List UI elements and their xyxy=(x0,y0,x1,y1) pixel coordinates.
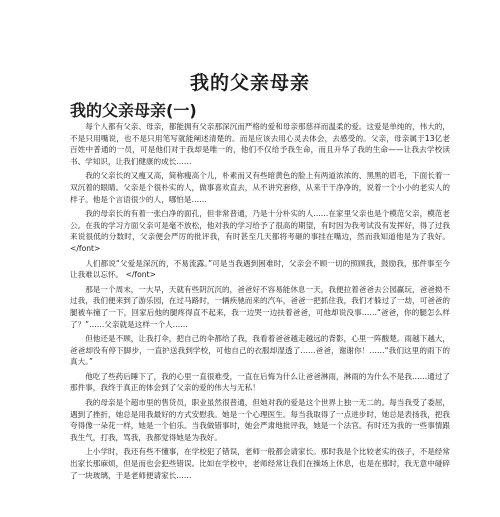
paragraph-3: 我的母亲长的有着一张白净的面孔，但非常普通，乃是十分朴实的人……在家里父亲也是个模范父亲，模范老公。在我的学习方面父亲可是毫不放松，他对我的学习给予了很高的期望，有时因为我考试没有发挥好，得了过我来说很低的分数时，父亲便会严厉的批评我，有时甚至几天都将考砸的事挂在嘴边，然而我知道他是为了我好。 </font> xyxy=(70,209,450,253)
paragraph-5: 那是一个周末，一大早，天就有些阴沉沉的，爸爸好不容易能休息一天，我便拉着爸爸去公园赢玩，爸爸拗不过我，我们便来到了游乐园，在过马路时，一辆疾驰而来的汽车，爸爸一把抓住我，我们才躲过了一劫，可爸爸的腿被车撞了一下，回家后他的腿疼得直不起来，我一边哭一边扶着爸爸，可他却说没事……“爸爸，你的腿怎么样了？”……父亲就是这样一个人…… xyxy=(70,284,450,329)
section-heading: 我的父亲母亲(一) xyxy=(70,101,197,120)
paragraph-2: 我的父亲长的又瘦又高，简称瘦高个儿，朴素而又有些暗黄色的脸上有两道浓浓的、黑黑的眉毛，下面长着一双沉着的眼睛。父亲是个很朴实的人，做事喜欢直去，从不讲究套修，从来干干净净的，说着一个小小的老实人的样子。他是个言语很少的人，哪怕是…… xyxy=(70,171,450,204)
paragraph-6: 但他还是不顾，让我打伞，把自己的伞都给了我，我看着爸爸越走越远的背影，心里一阵酸楚。雨越下越大，爸爸却没有停下脚步，一直护送我到学校，可他自己的衣服却湿透了……爸爸，谢谢你！……“我们这里的雨下的真大。” xyxy=(70,334,450,367)
paragraph-7: 他吃了些药后睡下了，我的心里一直很难受，一直在后悔为什么让爸爸淋雨，淋雨的为什么不是我……通过了那件事，我终于真正的体会到了父亲的爱的伟大与无私！ xyxy=(70,371,450,393)
document-body xyxy=(70,121,450,484)
paragraph-9: 上小学时，我还有些不懂事，在学校犯了错误，老师一般都会请家长。那时我是个比较老实的孩子，不是经常出家长那麻烦，但是而也会犯些错误。比如在学校中，老师经常让我们在操场上休息，也是在那时，我无意中碰碎了一块玻璃，于是老师便请家长…… xyxy=(70,447,450,480)
paragraph-4: 人们都说“父爱是深沉的，不易流露。”可是当我遇到困难时，父亲会不顾一切的照顾我，鼓励我，那件事至今让我难以忘怀。 </font> xyxy=(70,258,450,280)
paragraph-8: 我的母亲是个超市里的售货员，职业虽然很普通，但她对我的爱是这个世界上独一无二的。每当我受了委屈，遇到了挫折，她总是用我最好的方式安慰我。她是一个心理医生。每当我取得了一点进步时，她总是表扬我，把我夸得像一朵花一样，她是一个伯乐。当我做错事时，她会严肃地批评我，她是一个法官。有时还为我的一些事情跟我生气，打我，骂我，我都觉得她是为我好。 xyxy=(70,398,450,442)
document-title: 我的父亲母亲 xyxy=(189,72,310,94)
paragraph-1: 每个人都有父亲、母亲，都能拥有父亲那深沉而严格的爱和母亲那慈祥而温柔的爱。这爱是单纯的，伟大的，不是只用嘴说，也不是只用笔写就能阐述清楚的。而是应该去用心灵去体会，去感受的。父亲，母亲属于13亿老百姓中普通的一员，可是他们对于我却是唯一的，他们不仅给予我生命，而且升华了我的生命——让我去学校读书、学知识，让我们健康的成长…… xyxy=(70,122,450,166)
